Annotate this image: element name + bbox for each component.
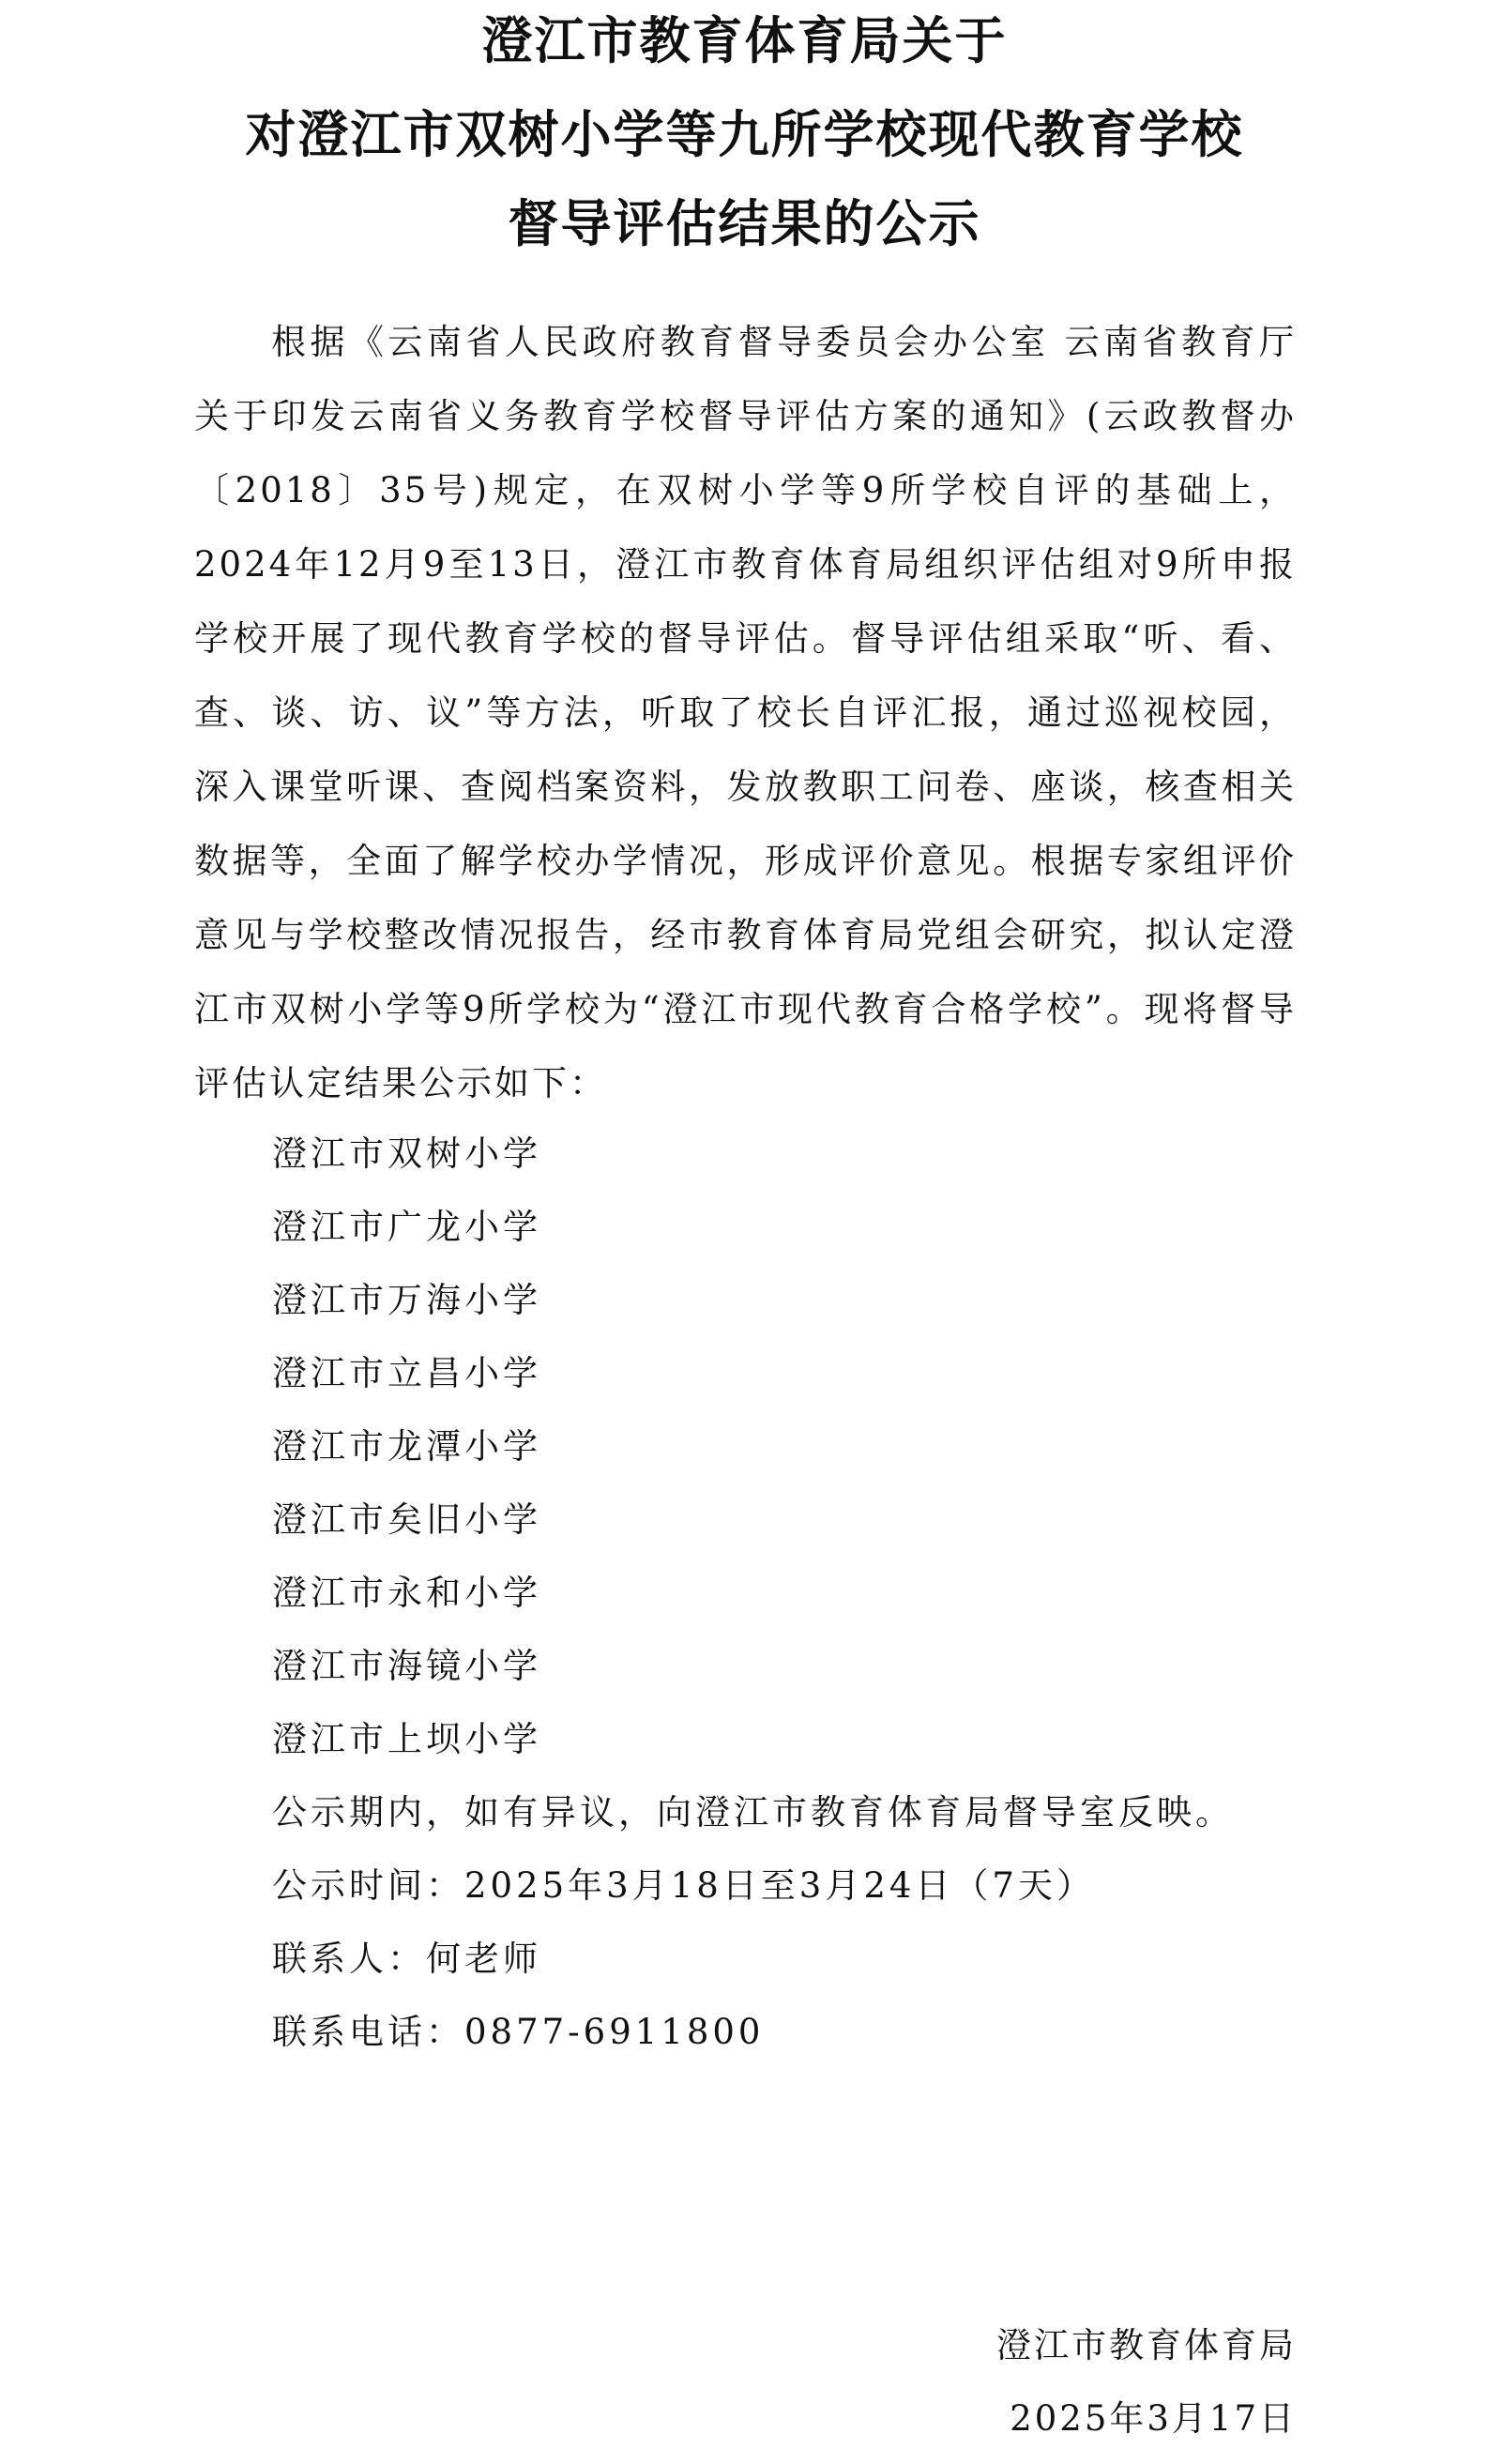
contact-person: 联系人：何老师	[272, 1939, 541, 1979]
title-line-2: 对澄江市双树小学等九所学校现代教育学校	[245, 104, 1244, 164]
school-list-item: 澄江市立昌小学	[272, 1353, 541, 1393]
school-list-item: 澄江市龙潭小学	[272, 1426, 541, 1467]
signature-date: 2025年3月17日	[1010, 2398, 1297, 2439]
signature-organization: 澄江市教育体育局	[996, 2325, 1297, 2365]
title-line-1: 澄江市教育体育局关于	[481, 10, 1008, 70]
body-paragraph: 根据《云南省人民政府教育督导委员会办公室 云南省教育厅关于印发云南省义务教育学校督导评估方案的通知》(云政教督办〔2018〕35号)规定，在双树小学等9所学校自评的基础上，2024年12月9至13日，澄江市教育体育局组织评估组对9所申报学校开展了现代教育学校的督导评估。督导评估组采取“听、看、查、谈、访、议”等方法，听取了校长自评汇报，通过巡视校园，深入课堂听课、查阅档案资料，发放教职工问卷、座谈，核查相关数据等，全面了解学校办学情况，形成评价意见。根据专家组评价意见与学校整改情况报告，经市教育体育局党组会研究，拟认定澄江市双树小学等9所学校为“澄江市现代教育合格学校”。现将督导评估认定结果公示如下：	[194, 322, 1297, 1103]
school-list-item: 澄江市双树小学	[272, 1133, 541, 1174]
title-line-3: 督导评估结果的公示	[508, 193, 981, 253]
objection-notice: 公示期内，如有异议，向澄江市教育体育局督导室反映。	[272, 1792, 1234, 1833]
school-list-item: 澄江市上坝小学	[272, 1719, 541, 1759]
school-list-item: 澄江市永和小学	[272, 1573, 541, 1613]
school-list-item: 澄江市海镜小学	[272, 1646, 541, 1686]
contact-phone: 联系电话：0877-6911800	[272, 2012, 765, 2052]
school-list-item: 澄江市万海小学	[272, 1280, 541, 1320]
school-list-item: 澄江市矣旧小学	[272, 1499, 541, 1540]
school-list-item: 澄江市广龙小学	[272, 1207, 541, 1247]
notice-period: 公示时间：2025年3月18日至3月24日（7天）	[272, 1865, 1095, 1906]
